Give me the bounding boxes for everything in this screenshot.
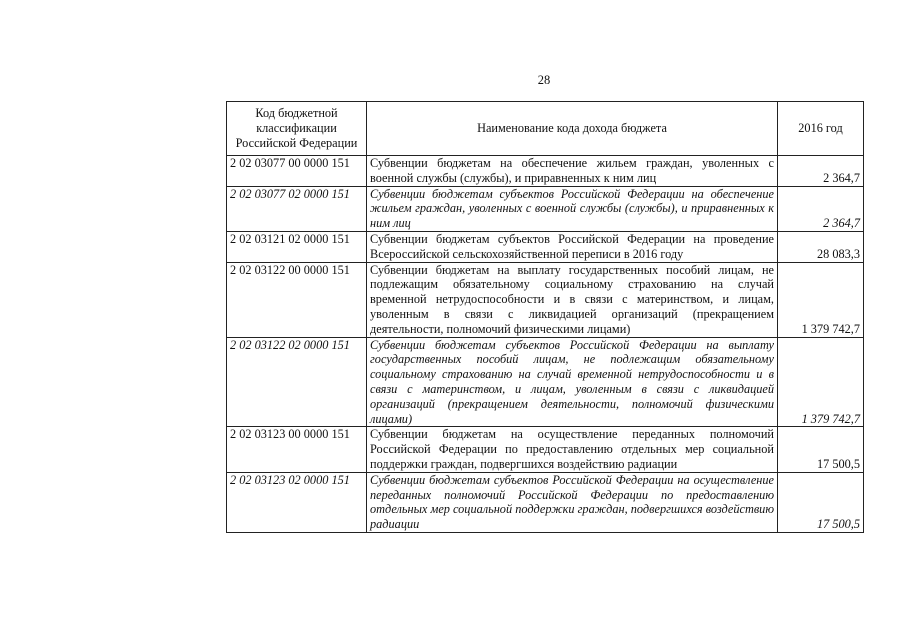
row-value: 1 379 742,7 [778, 337, 864, 427]
row-code: 2 02 03077 00 0000 151 [227, 156, 367, 187]
table-row [227, 427, 864, 472]
header-year: 2016 год [778, 102, 864, 156]
row-name: Субвенции бюджетам субъектов Российской Федерации на осуществление переданных полномочий Российской Федерации по предоставлению отдельных мер социальной поддержки граждан, подвергшихся воздействию радиации [367, 472, 778, 532]
row-code: 2 02 03123 02 0000 151 [227, 472, 367, 532]
row-name: Субвенции бюджетам субъектов Российской Федерации на проведение Всероссийской сельскохозяйственной переписи в 2016 году [367, 231, 778, 262]
table-row [227, 472, 864, 532]
table-row [227, 231, 864, 262]
table-row [227, 186, 864, 231]
row-value: 28 083,3 [778, 231, 864, 262]
row-value: 2 364,7 [778, 156, 864, 187]
row-value: 17 500,5 [778, 427, 864, 472]
row-code: 2 02 03077 02 0000 151 [227, 186, 367, 231]
row-name: Субвенции бюджетам на выплату государственных пособий лицам, не подлежащим обязательному социальному страхованию на случай временной нетрудоспособности и в связи с материнством, и лицам, уволенным в связи с ликвидацией организаций (прекращением деятельности, полномочий физическими лицами) [367, 262, 778, 337]
row-value: 17 500,5 [778, 472, 864, 532]
table-row [227, 262, 864, 337]
table-header-row [227, 102, 864, 156]
row-value: 2 364,7 [778, 186, 864, 231]
row-name: Субвенции бюджетам на осуществление переданных полномочий Российской Федерации по предоставлению отдельных мер социальной поддержки граждан, подвергшихся воздействию радиации [367, 427, 778, 472]
header-name: Наименование кода дохода бюджета [367, 102, 778, 156]
table-row [227, 337, 864, 427]
row-code: 2 02 03121 02 0000 151 [227, 231, 367, 262]
row-name: Субвенции бюджетам субъектов Российской Федерации на выплату государственных пособий лицам, не подлежащим обязательному социальному страхованию на случай временной нетрудоспособности и в связи с материнством, и лицам, уволенным в связи с ликвидацией организаций (прекращением деятельности, полномочий физическими лицами) [367, 337, 778, 427]
budget-table [226, 101, 864, 533]
row-code: 2 02 03122 00 0000 151 [227, 262, 367, 337]
row-code: 2 02 03122 02 0000 151 [227, 337, 367, 427]
row-name: Субвенции бюджетам на обеспечение жильем граждан, уволенных с военной службы (службы), и приравненных к ним лиц [367, 156, 778, 187]
table-row [227, 156, 864, 187]
header-code: Код бюджетной классификации Российской Федерации [227, 102, 367, 156]
row-value: 1 379 742,7 [778, 262, 864, 337]
row-code: 2 02 03123 00 0000 151 [227, 427, 367, 472]
row-name: Субвенции бюджетам субъектов Российской Федерации на обеспечение жильем граждан, уволенных с военной службы (службы), и приравненных к ним лиц [367, 186, 778, 231]
page-number: 28 [537, 73, 551, 87]
